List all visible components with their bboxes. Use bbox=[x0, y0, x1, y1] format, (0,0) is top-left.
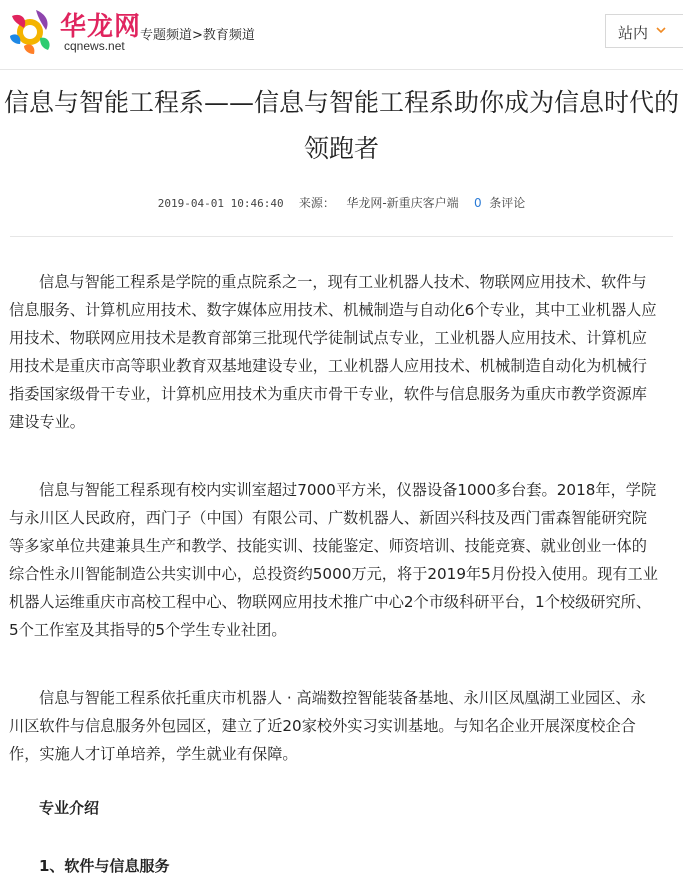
comment-count[interactable]: 0 bbox=[473, 196, 482, 210]
paragraph: 信息与智能工程系是学院的重点院系之一，现有工业机器人技术、物联网应用技术、软件与信息服务、计算机应用技术、数字媒体应用技术、机械制造与自动化6个专业，其中工业机器人应用技术、物联网应用技术是教育部第三批现代学徒制试点专业，工业机器人应用技术、计算机应用技术是重庆市高等职业教育双基地建设专业，工业机器人应用技术、机械制造自动化为机械行指委国家级骨干专业，计算机应用技术为重庆市骨干专业，软件与信息服务为重庆市教学资源库建设专业。 bbox=[9, 273, 657, 431]
chevron-down-icon bbox=[656, 26, 666, 34]
brand-domain: cqnews.net bbox=[64, 39, 125, 53]
brand-name[interactable]: 华龙网 bbox=[60, 12, 142, 42]
source-name: 华龙网-新重庆客户端 bbox=[346, 196, 459, 210]
section-heading-intro: 专业介绍 bbox=[39, 799, 100, 817]
breadcrumb bbox=[140, 24, 255, 43]
site-search-select[interactable] bbox=[605, 14, 683, 48]
site-search-select-label: 站内 bbox=[618, 24, 649, 42]
paragraph: 信息与智能工程系现有校内实训室超过7000平方米，仪器设备1000多台套。2018年，学院与永川区人民政府，西门子（中国）有限公司、广数机器人、新固兴科技及西门雷森智能研究院等多家单位共建兼具生产和教学、技能实训、技能鉴定、师资培训、技能竞赛、就业创业一体的综合性永川智能制造公共实训中心，总投资约5000万元，将于2019年5月份投入使用。现有工业机器人运维重庆市高校工程中心、物联网应用技术推广中心2个市级科研平台，1个校级研究所、5个工作室及其指导的5个学生专业社团。 bbox=[9, 481, 658, 639]
comment-link[interactable]: 条评论 bbox=[489, 196, 526, 210]
paragraph: 信息与智能工程系依托重庆市机器人 · 高端数控智能装备基地、永川区凤凰湖工业园区、永川区软件与信息服务外包园区，建立了近20家校外实习实训基地。与知名企业开展深度校企合作，实施人才订单培养，学生就业有保障。 bbox=[9, 689, 646, 763]
breadcrumb-separator: > bbox=[192, 28, 203, 43]
publish-date: 2019-04-01 10:46:40 bbox=[157, 197, 284, 210]
section-heading-software: 1、软件与信息服务 bbox=[39, 857, 170, 875]
article-title: 信息与智能工程系——信息与智能工程系助你成为信息时代的领跑者 bbox=[3, 88, 679, 163]
divider bbox=[10, 236, 673, 237]
source-label: 来源： bbox=[298, 196, 335, 210]
article-meta bbox=[0, 194, 683, 211]
breadcrumb-topic-channel[interactable]: 专题频道 bbox=[140, 28, 193, 43]
huanglong-logo-icon[interactable] bbox=[6, 6, 54, 56]
top-bar bbox=[0, 0, 683, 70]
breadcrumb-education-channel[interactable]: 教育频道 bbox=[202, 28, 255, 43]
article-body bbox=[9, 268, 659, 880]
